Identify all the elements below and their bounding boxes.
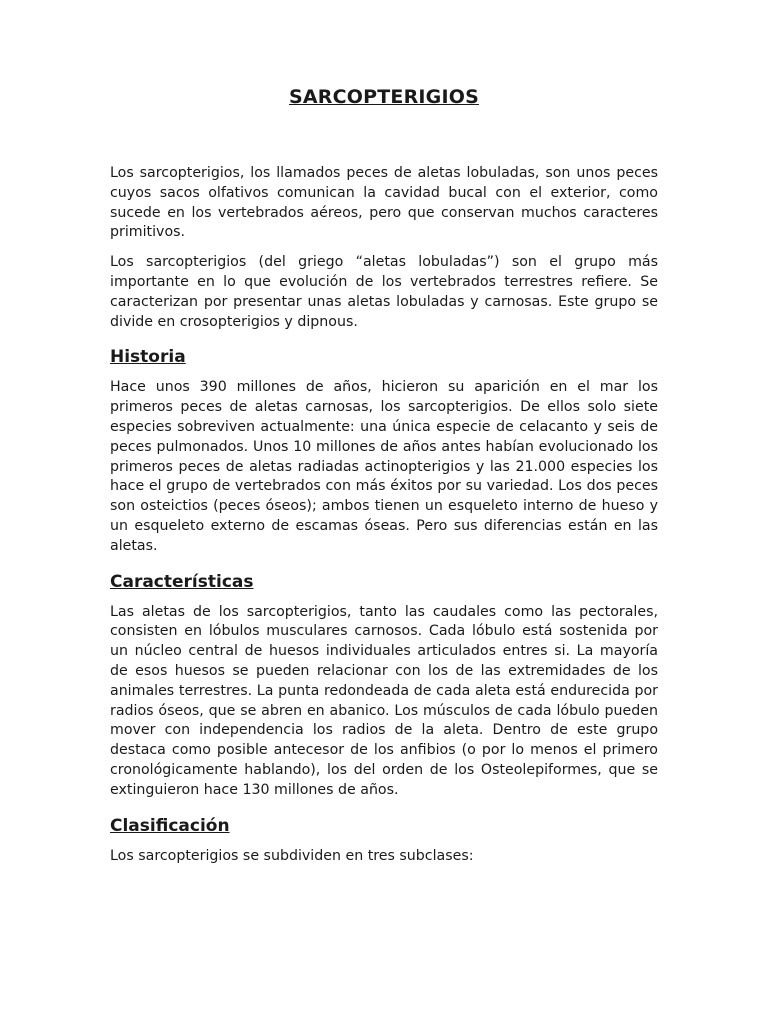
- section-heading-caracteristicas: Características: [110, 571, 254, 592]
- section-body-clasificacion: Los sarcopterigios se subdividen en tres subclases:: [110, 847, 474, 864]
- intro-paragraph-1: Los sarcopterigios, los llamados peces de aletas lobuladas, son unos peces cuyos sacos olfativos comunican la cavidad bucal con el exterior, como sucede en los vertebrados aéreos, pero que conservan muchos caracteres primitivos.: [110, 165, 658, 241]
- section-body-historia: Hace unos 390 millones de años, hicieron su aparición en el mar los primeros peces de aletas carnosas, los sarcopterigios. De ellos solo siete especies sobreviven actualmente: una única especie de celacanto y seis de peces pulmonados. Unos 10 millones de años antes habían evolucionado los primeros peces de aletas radiadas actinopterigios y las 21.000 especies los hace el grupo de vertebrados con más éxitos por su variedad. Los dos peces son osteictios (peces óseos); ambos tienen un esqueleto interno de hueso y un esqueleto externo de escamas óseas. Pero sus diferencias están en las aletas.: [110, 379, 658, 554]
- section-body-caracteristicas: Las aletas de los sarcopterigios, tanto las caudales como las pectorales, consisten en lóbulos musculares carnosos. Cada lóbulo está sostenida por un núcleo central de huesos individuales articulados entres si. La mayoría de esos huesos se pueden relacionar con los de las extremidades de los animales terrestres. La punta redondeada de cada aleta está endurecida por radios óseos, que se abren en abanico. Los músculos de cada lóbulo pueden mover con independencia los radios de la aleta. Dentro de este grupo destaca como posible antecesor de los anfibios (o por lo menos el primero cronológicamente hablando), los del orden de los Osteolepiformes, que se extinguieron hace 130 millones de años.: [110, 603, 658, 798]
- intro-paragraph-2: Los sarcopterigios (del griego “aletas lobuladas”) son el grupo más importante en lo que evolución de los vertebrados terrestres refiere. Se caracterizan por presentar unas aletas lobuladas y carnosas. Este grupo se divide en crosopterigios y dipnous.: [110, 254, 658, 330]
- section-heading-historia: Historia: [110, 347, 186, 368]
- document-title: SARCOPTERIGIOS: [289, 86, 479, 108]
- section-heading-clasificacion: Clasificación: [110, 815, 230, 836]
- document-content: [110, 84, 658, 876]
